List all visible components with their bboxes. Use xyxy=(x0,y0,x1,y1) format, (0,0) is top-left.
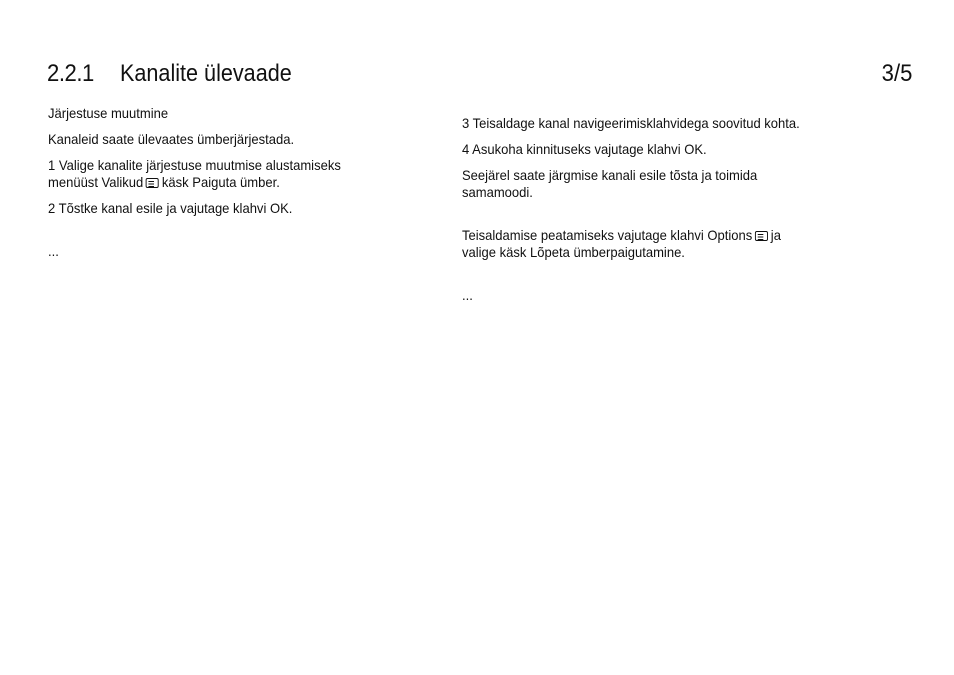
next-channel-line-1: Seejärel saate järgmise kanali esile tõsta ja toimida xyxy=(462,167,758,183)
step-2-text: 2 Tõstke kanal esile ja vajutage klahvi OK. xyxy=(48,200,293,216)
options-menu-icon xyxy=(755,231,768,241)
stop-reorder-line-1 xyxy=(462,227,834,244)
section-number: 2.2.1 xyxy=(47,60,94,87)
next-channel-line-2: samamoodi. xyxy=(462,184,533,200)
continuation-ellipsis-left: ... xyxy=(48,243,59,259)
step-1-line-2-end: käsk Paiguta ümber. xyxy=(161,174,280,190)
left-column xyxy=(48,105,408,260)
next-channel-text xyxy=(462,167,834,201)
step-3-text: 3 Teisaldage kanal navigeerimisklahvidega soovitud kohta. xyxy=(462,115,800,131)
step-1-line-2-start: menüüst Valikud xyxy=(48,174,144,190)
subsection-heading: Järjestuse muutmine xyxy=(48,105,169,121)
step-1-line-1: 1 Valige kanalite järjestuse muutmise alustamiseks xyxy=(48,157,341,173)
options-menu-icon xyxy=(146,178,159,188)
step-1-text xyxy=(48,157,383,191)
step-1-line-2 xyxy=(48,174,383,191)
page-header xyxy=(47,60,912,94)
continuation-ellipsis-right: ... xyxy=(462,287,473,303)
right-column xyxy=(462,115,862,304)
section-title: Kanalite ülevaade xyxy=(120,60,292,87)
stop-reorder-line-2: valige käsk Lõpeta ümberpaigutamine. xyxy=(462,244,685,260)
stop-reorder-text xyxy=(462,227,834,261)
step-4-text: 4 Asukoha kinnituseks vajutage klahvi OK. xyxy=(462,141,707,157)
page-indicator: 3/5 xyxy=(881,60,912,87)
stop-reorder-line-1-start: Teisaldamise peatamiseks vajutage klahvi Options xyxy=(462,227,753,243)
intro-text: Kanaleid saate ülevaates ümberjärjestada. xyxy=(48,131,295,147)
stop-reorder-line-1-end: ja xyxy=(770,227,781,243)
